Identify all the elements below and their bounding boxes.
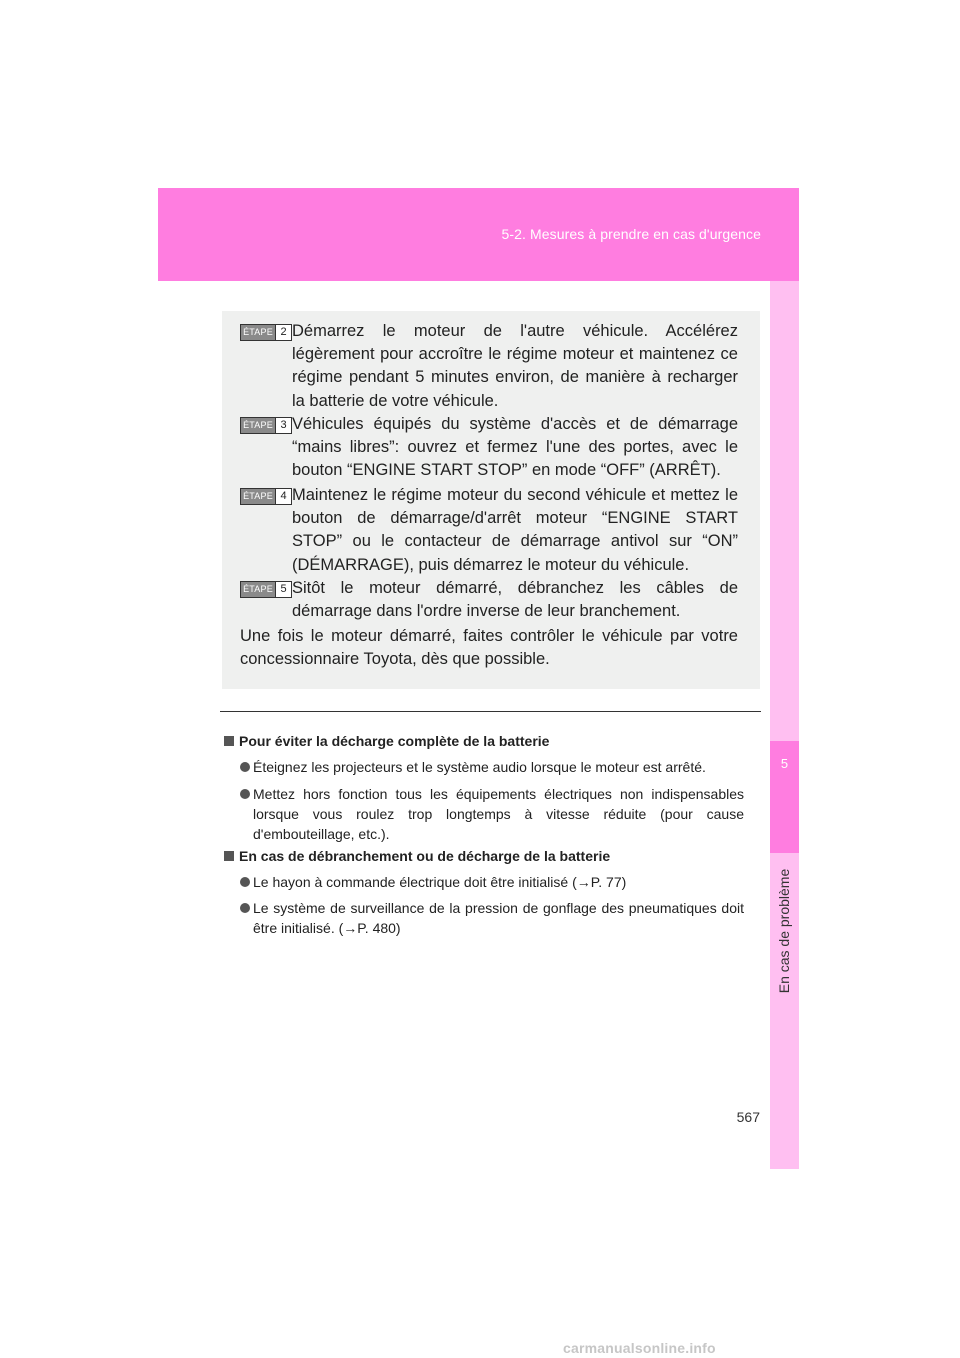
step-badge-label: ÉTAPE: [241, 418, 275, 433]
chapter-tab-active: [770, 741, 799, 853]
note-heading-text: Pour éviter la décharge complète de la batterie: [239, 733, 550, 749]
step-badge: [240, 581, 292, 598]
note-item-text: Le système de surveillance de la pression de gonflage des pneumatiques doit être initialisé. (→P. 480): [253, 900, 744, 936]
section-title: 5-2. Mesures à prendre en cas d'urgence: [501, 226, 761, 242]
step-badge-number: 5: [275, 582, 291, 597]
chapter-label: En cas de problème: [776, 868, 792, 994]
note-item-text: Éteignez les projecteurs et le système audio lorsque le moteur est arrêté.: [253, 759, 706, 775]
square-bullet-icon: [224, 851, 234, 861]
note-heading: [224, 731, 744, 751]
note-heading-text: En cas de débranchement ou de décharge de la batterie: [239, 848, 611, 864]
note-item-text: Mettez hors fonction tous les équipements électriques non indispensables lorsque vous roulez trop longtemps à vitesse réduite (pour cause d'embouteillage, etc.).: [253, 786, 744, 842]
step-text: Véhicules équipés du système d'accès et de démarrage “mains libres”: ouvrez et fermez l'une des portes, avec le bouton “ENGINE START STOP” en mode “OFF” (ARRÊT).: [292, 415, 738, 480]
section-header-band: [158, 188, 799, 281]
note-item-text: Le hayon à commande électrique doit être initialisé (→P. 77): [253, 874, 627, 890]
step-badge: [240, 324, 292, 341]
square-bullet-icon: [224, 736, 234, 746]
section-divider: [220, 711, 761, 712]
chapter-number: 5: [780, 756, 789, 771]
note-heading: [224, 846, 744, 866]
round-bullet-icon: [240, 762, 250, 772]
step-text: Démarrez le moteur de l'autre véhicule. Accélérez légèrement pour accroître le régime moteur et maintenez ce régime pendant 5 minutes environ, de manière à recharger la batterie de votre véhicule.: [292, 322, 738, 410]
step-badge: [240, 417, 292, 434]
step-badge-label: ÉTAPE: [241, 325, 275, 340]
round-bullet-icon: [240, 789, 250, 799]
step-badge-label: ÉTAPE: [241, 489, 275, 504]
procedure-steps-box: [222, 311, 760, 689]
step-badge-number: 2: [275, 325, 291, 340]
round-bullet-icon: [240, 877, 250, 887]
page-number: 567: [736, 1109, 760, 1125]
step-badge-number: 4: [275, 489, 291, 504]
step-badge-number: 3: [275, 418, 291, 433]
step-badge-label: ÉTAPE: [241, 582, 275, 597]
step-text: Sitôt le moteur démarré, débranchez les câbles de démarrage dans l'ordre inverse de leur branchement.: [292, 579, 738, 621]
watermark: carmanualsonline.info: [563, 1340, 716, 1356]
chapter-side-tab: [770, 281, 799, 1169]
step-text: Maintenez le régime moteur du second véhicule et mettez le bouton de démarrage/d'arrêt moteur “ENGINE START STOP” ou le contacteur de démarrage antivol sur “ON” (DÉMARRAGE), puis démarrez le moteur du véhicule.: [292, 486, 738, 574]
round-bullet-icon: [240, 903, 250, 913]
procedure-conclusion: Une fois le moteur démarré, faites contrôler le véhicule par votre concessionnaire Toyota, dès que possible.: [240, 627, 738, 669]
step-badge: [240, 488, 292, 505]
